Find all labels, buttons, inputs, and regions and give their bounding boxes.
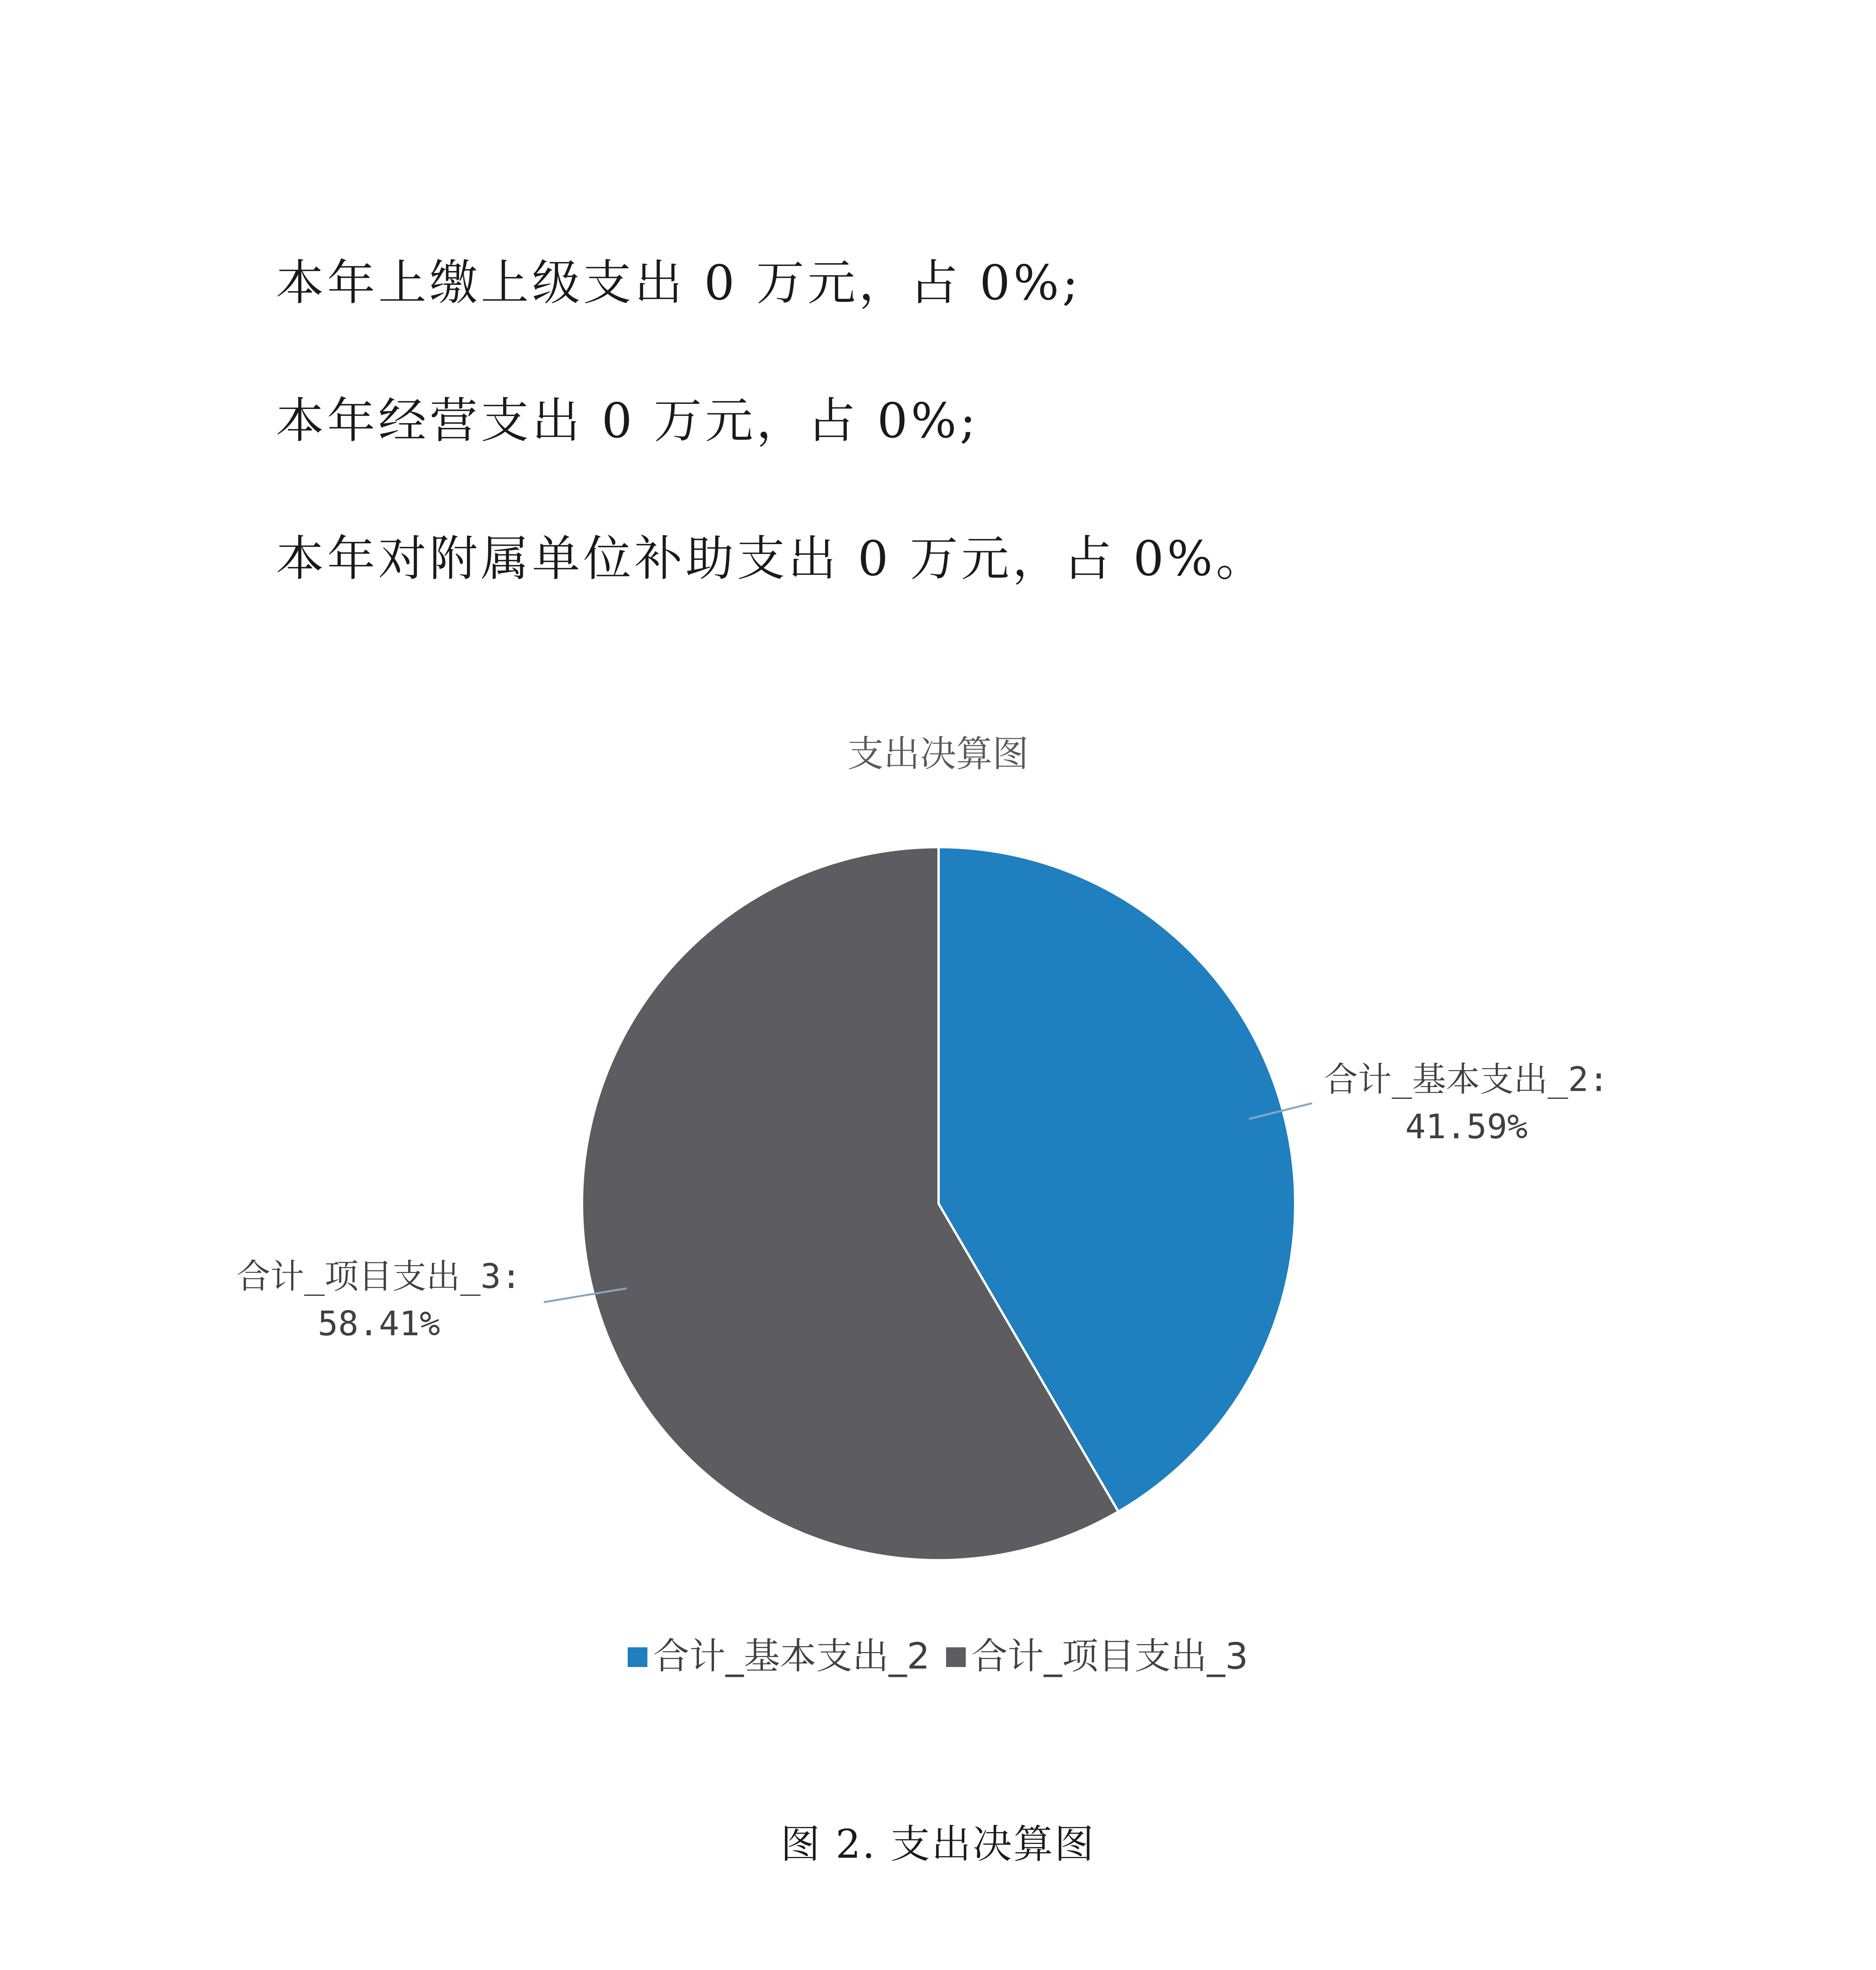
text-line-2: 本年经营支出 0 万元，占 0%;	[276, 393, 979, 449]
slice-label-basic	[1324, 1056, 1609, 1150]
figure-caption: 图 2. 支出决算图	[781, 1821, 1095, 1867]
slice-label-project	[236, 1253, 521, 1347]
text-line-1: 本年上缴上级支出 0 万元，占 0%;	[276, 255, 1082, 311]
chart-legend	[0, 1627, 1876, 1679]
slice-label-basic-pct: 41.59%	[1405, 1107, 1528, 1147]
legend-label-project: 合计_项目支出_3	[971, 1635, 1248, 1677]
slice-label-basic-name: 合计_基本支出_2:	[1324, 1060, 1609, 1099]
legend-label-basic: 合计_基本支出_2	[653, 1635, 930, 1677]
chart-title: 支出决算图	[847, 733, 1029, 775]
slice-label-project-name: 合计_项目支出_3:	[236, 1257, 522, 1296]
legend-swatch-project	[946, 1647, 966, 1667]
legend-item-project	[946, 1635, 1248, 1677]
legend-swatch-basic	[628, 1647, 647, 1667]
text-line-3: 本年对附属单位补助支出 0 万元，占 0%。	[276, 531, 1267, 587]
slice-label-project-pct: 58.41%	[318, 1304, 440, 1344]
legend-item-basic	[628, 1635, 930, 1677]
